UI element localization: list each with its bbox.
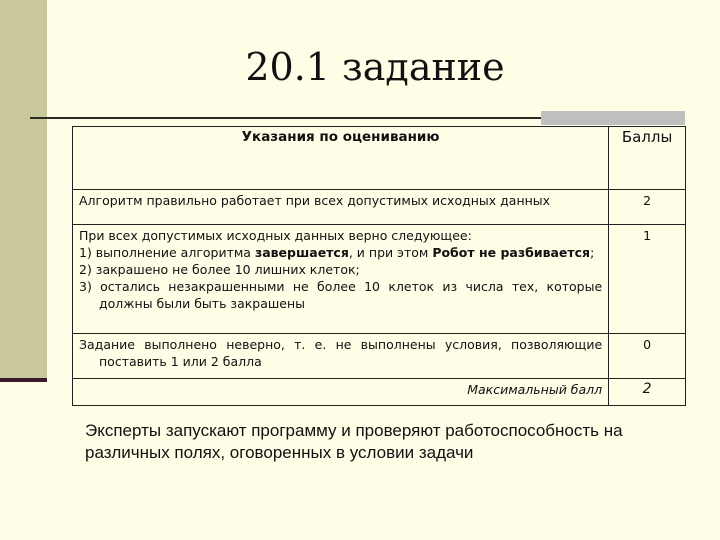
- title-divider-block: [541, 111, 685, 125]
- criteria-cell: Алгоритм правильно работает при всех допустимых исходных данных: [73, 190, 609, 225]
- table-row-max: [73, 379, 686, 406]
- criteria-line: поставить 1 или 2 балла: [99, 354, 262, 369]
- decorative-left-bar-underline: [0, 378, 47, 382]
- criteria-line: 2) закрашено не более 10 лишних клеток;: [79, 262, 360, 277]
- criteria-line: При всех допустимых исходных данных верно следующее:: [79, 228, 472, 243]
- caption-line: Эксперты запускают программу и проверяют работоспособность на: [85, 421, 623, 440]
- table-header-row: [73, 127, 686, 190]
- criteria-line: Задание выполнено неверно, т. е. не выполнены условия, позволяющие: [79, 337, 603, 352]
- criteria-text: , и при этом: [348, 245, 433, 260]
- score-cell: 2: [609, 190, 686, 225]
- max-score-label: Максимальный балл: [73, 379, 609, 406]
- criteria-text: 1) выполнение алгоритма: [79, 245, 255, 260]
- criteria-line: [79, 244, 602, 261]
- header-criteria: Указания по оцениванию: [73, 127, 609, 190]
- caption-text: [85, 420, 685, 464]
- caption-line: различных полях, оговоренных в условии задачи: [85, 443, 474, 462]
- score-cell: 1: [609, 225, 686, 334]
- criteria-text: ;: [590, 245, 595, 260]
- score-cell: 0: [609, 334, 686, 379]
- criteria-line: 3) остались незакрашенными не более 10 клеток из числа тех, которые: [79, 279, 603, 294]
- header-score: Баллы: [609, 127, 686, 190]
- slide-title: 20.1 задание: [245, 45, 505, 89]
- criteria-emphasis: завершается: [254, 245, 349, 260]
- grading-table: [72, 126, 686, 406]
- criteria-cell: [73, 225, 609, 334]
- criteria-cell: [73, 334, 609, 379]
- max-score-value: 2: [609, 379, 686, 406]
- table-row: [73, 225, 686, 334]
- criteria-line: должны были быть закрашены: [99, 296, 306, 311]
- table-row: [73, 334, 686, 379]
- table-row: [73, 190, 686, 225]
- criteria-emphasis: Робот не разбивается: [432, 245, 591, 260]
